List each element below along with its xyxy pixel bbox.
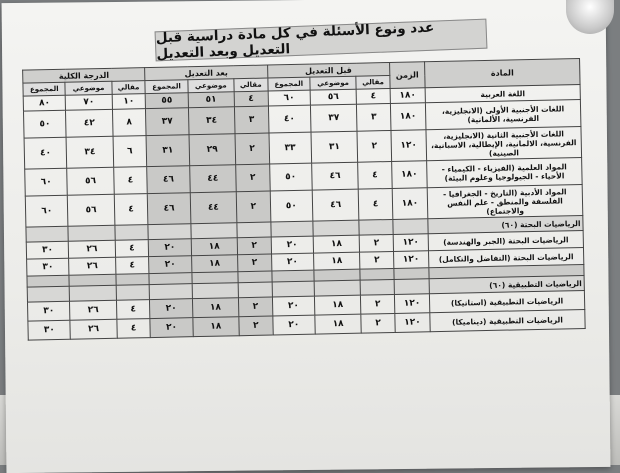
- time-cell: ١٢٠: [394, 294, 429, 314]
- a_t-cell: ٣١: [146, 135, 189, 167]
- g_t-cell: ٣٠: [27, 258, 70, 276]
- empty-cell: [314, 280, 361, 296]
- b_o-cell: ٣٧: [310, 104, 357, 132]
- g_e-cell: ١٠: [112, 94, 146, 110]
- g_t-cell: ٣٠: [27, 301, 70, 321]
- a_o-cell: ٣٤: [188, 107, 235, 135]
- empty-cell: [270, 221, 313, 237]
- a_o-cell: ٥١: [188, 92, 235, 108]
- header-objective: موضوعي: [310, 76, 357, 90]
- empty-cell: [149, 284, 192, 300]
- time-cell: ١٨٠: [392, 161, 428, 189]
- empty-cell: [148, 224, 191, 240]
- b_o-cell: ١٨: [314, 295, 361, 315]
- empty-cell: [272, 270, 315, 282]
- b_t-cell: ٥٠: [269, 163, 312, 191]
- empty-cell: [27, 286, 70, 302]
- empty-cell: [115, 225, 149, 241]
- subject-cell: الرياضيات البحتة (التفاضل والتكامل): [429, 247, 584, 267]
- header-subject: المادة: [425, 59, 581, 88]
- questions-table: [22, 58, 586, 341]
- b_t-cell: ٢٠: [272, 296, 315, 316]
- g_e-cell: ٤: [113, 167, 147, 195]
- b_t-cell: ٣٣: [269, 132, 312, 164]
- empty-cell: [116, 285, 150, 301]
- g_o-cell: ٧٠: [66, 94, 113, 110]
- g_t-cell: ٨٠: [23, 95, 66, 111]
- g_o-cell: ٢٦: [70, 319, 117, 339]
- g_o-cell: ٤٢: [66, 109, 113, 137]
- time-cell: ١٨٠: [390, 88, 425, 104]
- empty-cell: [313, 220, 360, 236]
- g_t-cell: ٦٠: [25, 168, 68, 196]
- header-objective: موضوعي: [65, 81, 112, 95]
- b_e-cell: ٤: [356, 88, 390, 104]
- a_e-cell: ٢: [235, 133, 269, 165]
- g_o-cell: ٢٦: [70, 300, 117, 320]
- b_o-cell: ١٨: [313, 235, 360, 253]
- subject-cell: الرياضيات البحتة (الجبر والهندسة): [428, 230, 583, 250]
- header-essay: مقالي: [112, 81, 146, 95]
- header-total: المجموع: [145, 80, 188, 94]
- g_t-cell: ٥٠: [23, 110, 66, 138]
- b_e-cell: ٤: [358, 188, 392, 220]
- b_e-cell: ٤: [358, 161, 392, 189]
- g_e-cell: ٤: [115, 240, 149, 258]
- a_t-cell: ٣٧: [146, 108, 189, 136]
- empty-cell: [149, 273, 192, 285]
- a_t-cell: ٥٥: [145, 93, 188, 109]
- b_e-cell: ٢: [361, 313, 395, 333]
- g_o-cell: ٥٦: [68, 194, 115, 226]
- section-label: الرياضيات التطبيقية (٦٠): [429, 275, 584, 293]
- g_e-cell: ٨: [112, 109, 146, 137]
- a_o-cell: ٤٤: [189, 165, 236, 193]
- g_o-cell: ٢٦: [69, 257, 116, 275]
- b_e-cell: ٢: [357, 130, 391, 162]
- g_e-cell: ٦: [113, 136, 147, 168]
- g_t-cell: ٤٠: [24, 137, 67, 169]
- b_o-cell: ٥٦: [310, 89, 357, 105]
- header-essay: مقالي: [356, 75, 390, 89]
- a_o-cell: ١٨: [191, 255, 238, 273]
- empty-cell: [116, 274, 150, 286]
- a_o-cell: ١٨: [191, 238, 238, 256]
- a_t-cell: ٢٠: [149, 239, 192, 257]
- header-total: المجموع: [23, 82, 66, 96]
- time-cell: ١٨٠: [392, 188, 428, 220]
- empty-cell: [238, 282, 272, 298]
- g_o-cell: ٥٦: [67, 167, 114, 195]
- time-cell: ١٨٠: [390, 103, 426, 131]
- section-label: الرياضيات البحتة (٦٠): [428, 215, 583, 233]
- b_e-cell: ٢: [361, 294, 395, 314]
- time-cell: ١٢٠: [393, 234, 428, 252]
- subject-cell: الرياضيات التطبيقية (ديناميكا): [430, 309, 585, 331]
- empty-cell: [359, 219, 393, 235]
- empty-cell: [27, 275, 70, 287]
- a_o-cell: ٤٤: [190, 192, 237, 224]
- subject-cell: المواد العلمية (الفيزياء - الكيمياء - الأحياء - الجيولوجيا وعلوم البيئة): [427, 157, 583, 187]
- empty-cell: [394, 279, 429, 295]
- a_e-cell: ٤: [234, 91, 268, 107]
- a_o-cell: ١٨: [193, 317, 240, 337]
- time-cell: ١٢٠: [393, 251, 428, 269]
- empty-cell: [192, 283, 239, 299]
- g_o-cell: ٢٦: [69, 240, 116, 258]
- empty-cell: [393, 219, 428, 235]
- b_e-cell: ٣: [357, 103, 391, 131]
- empty-cell: [272, 281, 315, 297]
- a_e-cell: ٢: [236, 191, 270, 223]
- header-objective: موضوعي: [188, 79, 235, 93]
- page-title: عدد ونوع الأسئلة في كل مادة دراسية قبل التعديل وبعد التعديل: [155, 19, 488, 62]
- header-time: الزمن: [389, 62, 425, 89]
- subject-cell: المواد الأدبية (التاريخ - الجغرافيا - الفلسفة والمنطق - علم النفس والاجتماع): [427, 184, 583, 218]
- g_o-cell: ٣٤: [66, 136, 113, 168]
- g_t-cell: ٦٠: [25, 195, 68, 227]
- b_o-cell: ٤٦: [312, 162, 359, 190]
- a_t-cell: ٤٦: [148, 193, 191, 225]
- b_e-cell: ٢: [360, 251, 394, 269]
- header-total: المجموع: [267, 77, 310, 91]
- b_o-cell: ٣١: [311, 131, 358, 163]
- header-before: قبل التعديل: [267, 62, 390, 78]
- b_t-cell: ٢٠: [271, 236, 314, 254]
- g_e-cell: ٤: [117, 319, 151, 339]
- a_t-cell: ٤٦: [147, 166, 190, 194]
- a_e-cell: ٢: [236, 164, 270, 192]
- empty-cell: [68, 225, 115, 241]
- b_o-cell: ١٨: [315, 314, 362, 334]
- empty-cell: [26, 226, 69, 242]
- b_t-cell: ٤٠: [268, 105, 311, 133]
- g_e-cell: ٤: [116, 300, 150, 320]
- b_t-cell: ٦٠: [268, 90, 311, 106]
- empty-cell: [360, 268, 394, 280]
- empty-cell: [394, 268, 429, 280]
- b_t-cell: ٢٠: [272, 315, 315, 335]
- subject-cell: اللغات الأجنبية الثانية (الانجليزية، الفرنسية، الالمانية، الإيطالية، الاسبانية، الصينية): [426, 126, 582, 160]
- b_e-cell: ٢: [359, 234, 393, 252]
- header-essay: مقالي: [234, 78, 268, 92]
- time-cell: ١٢٠: [395, 313, 430, 333]
- a_e-cell: ٢: [238, 254, 272, 272]
- g_e-cell: ٤: [115, 257, 149, 275]
- subject-cell: الرياضيات التطبيقية (استاتيكا): [429, 290, 584, 312]
- header-total-grade: الدرجة الكلية: [23, 68, 146, 84]
- a_e-cell: ٢: [239, 316, 273, 336]
- a_o-cell: ٢٩: [189, 134, 236, 166]
- a_t-cell: ٢٠: [150, 299, 193, 319]
- a_t-cell: ٢٠: [149, 256, 192, 274]
- empty-cell: [238, 271, 272, 283]
- empty-cell: [70, 285, 117, 301]
- b_o-cell: ٤٦: [312, 189, 359, 221]
- a_o-cell: ١٨: [192, 298, 239, 318]
- empty-cell: [360, 279, 394, 295]
- empty-cell: [237, 222, 271, 238]
- g_t-cell: ٣٠: [26, 241, 69, 259]
- b_t-cell: ٢٠: [271, 253, 314, 271]
- a_t-cell: ٢٠: [150, 318, 193, 338]
- header-after: بعد التعديل: [145, 65, 268, 81]
- subject-cell: اللغة العربية: [425, 85, 580, 103]
- a_e-cell: ٢: [238, 297, 272, 317]
- empty-cell: [191, 223, 238, 239]
- a_e-cell: ٣: [234, 106, 268, 134]
- g_e-cell: ٤: [114, 194, 148, 226]
- subject-cell: اللغات الأجنبية الأولى (الانجليزية، الفرنسية، الألمانية): [425, 100, 581, 130]
- time-cell: ١٢٠: [391, 130, 427, 162]
- b_o-cell: ١٨: [314, 252, 361, 270]
- a_e-cell: ٢: [237, 237, 271, 255]
- b_t-cell: ٥٠: [270, 190, 313, 222]
- g_t-cell: ٣٠: [28, 320, 71, 340]
